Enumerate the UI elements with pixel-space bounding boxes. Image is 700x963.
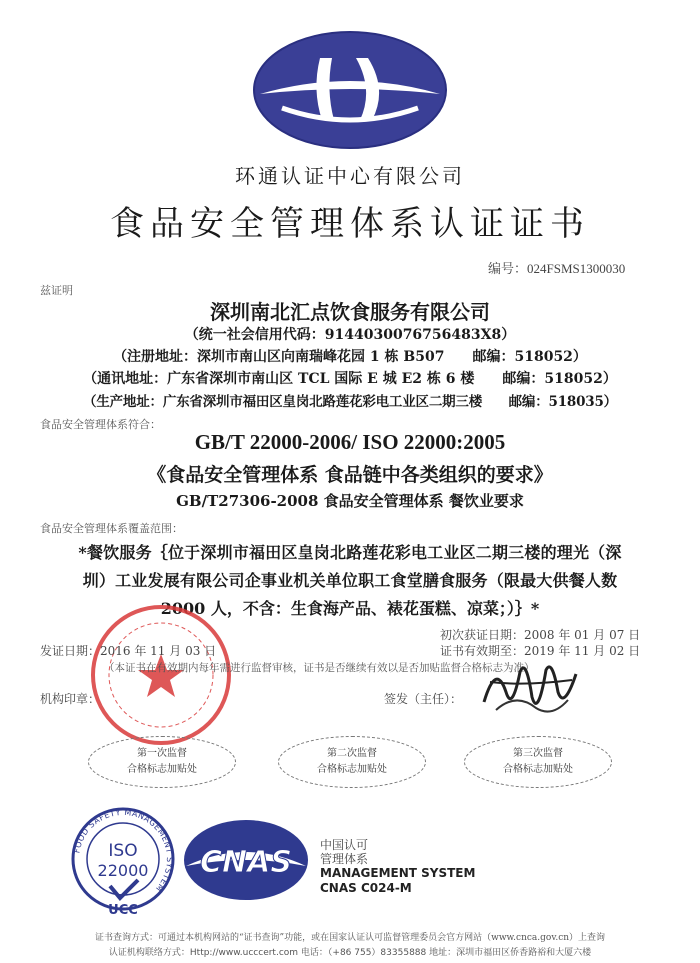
supervision-2-title: 第二次监督 [327,748,377,759]
cnas-logo-icon [182,818,310,902]
sign-label: 签发（主任）： [384,692,463,706]
issue-date: 发证日期：2016 年 11 月 03 日 [40,644,217,658]
production-address: （生产地址：广东省深圳市福田区皇岗北路莲花彩电工业区二期三楼 邮编：518035） [83,394,617,410]
cnas-logo-text: CNAS [200,845,292,880]
cnas-en-line-2: CNAS C024-M [320,881,412,895]
red-official-seal-icon [88,602,234,748]
footer-query-info: 证书查询方式：可通过本机构网站的“证书查询”功能，或在国家认证认可监督管理委员会官方网站（www.cnca.gov.cn）上查询 [94,933,606,943]
footer-contact-info: 认证机构联络方式：Http://www.ucccert.com 电话：（+86 755）83355888 地址：深圳市福田区侨香路裕和大厦六楼 [108,948,592,958]
iso-label: ISO [108,841,138,861]
cnas-cn-line-1: 中国认可 [320,838,369,852]
scope-line-3: 2000 人，不含：生食海产品、裱花蛋糕、凉菜；）｝* [160,599,540,618]
supervision-1-text: 合格标志加贴处 [127,764,197,775]
standard-title: 《食品安全管理体系 食品链中各类组织的要求》 [147,464,553,486]
standard-sub: GB/T27306-2008 食品安全管理体系 餐饮业要求 [176,492,524,510]
scope-label: 食品安全管理体系覆盖范围： [40,522,183,535]
supervision-2-text: 合格标志加贴处 [317,764,387,775]
cnas-cn-line-2: 管理体系 [320,852,369,866]
credit-code: （统一社会信用代码：9144030076756483X8） [184,327,516,343]
attest-label: 兹证明 [40,284,73,297]
supervision-1-title: 第一次监督 [137,748,187,759]
organization-name: 深圳南北汇点饮食服务有限公司 [210,300,490,324]
supervision-3-title: 第三次监督 [513,748,563,759]
huantong-globe-logo-icon [252,28,448,152]
seal-label: 机构印章： [40,692,101,706]
scope-line-1: *餐饮服务｛位于深圳市福田区皇岗北路莲花彩电工业区二期三楼的理光（深 [78,543,622,562]
certificate-title: 食品安全管理体系认证证书 [110,204,590,244]
iso-number: 22000 [97,861,149,880]
registered-address: （注册地址：深圳市南山区向南瑞峰花园 1 栋 B507 邮编：518052） [113,349,587,365]
conformance-label: 食品安全管理体系符合： [40,418,161,431]
supervision-stamp-area-2 [278,736,426,788]
supervision-3-text: 合格标志加贴处 [503,764,573,775]
certificate-number: 编号：024FSMS1300030 [488,261,626,276]
handwritten-signature-icon [476,652,586,722]
ucc-label: UCC [108,903,138,916]
iso-ring-text: FOOD SAFETY MANAGEMENT SYSTEM [72,807,175,894]
iso-22000-badge-icon [70,806,176,916]
mailing-address: （通讯地址：广东省深圳市南山区 TCL 国际 E 城 E2 栋 6 楼 邮编：518052） [83,371,617,387]
issuer-company-name: 环通认证中心有限公司 [235,164,465,188]
valid-until-date: 证书有效期至：2019 年 11 月 02 日 [440,644,641,658]
supervision-note: （本证书在有效期内每年需进行监督审核，证书是否继续有效以是否加贴监督合格标志为准） [104,662,535,674]
first-issue-date: 初次获证日期：2008 年 01 月 07 日 [440,628,641,642]
standard-main: GB/T 22000-2006/ ISO 22000:2005 [194,430,506,454]
cnas-en-line-1: MANAGEMENT SYSTEM [320,866,476,880]
scope-line-2: 圳）工业发展有限公司企事业机关单位职工食堂膳食服务（限最大供餐人数 [82,571,618,590]
supervision-stamp-area-3 [464,736,612,788]
supervision-stamp-area-1 [88,736,236,788]
